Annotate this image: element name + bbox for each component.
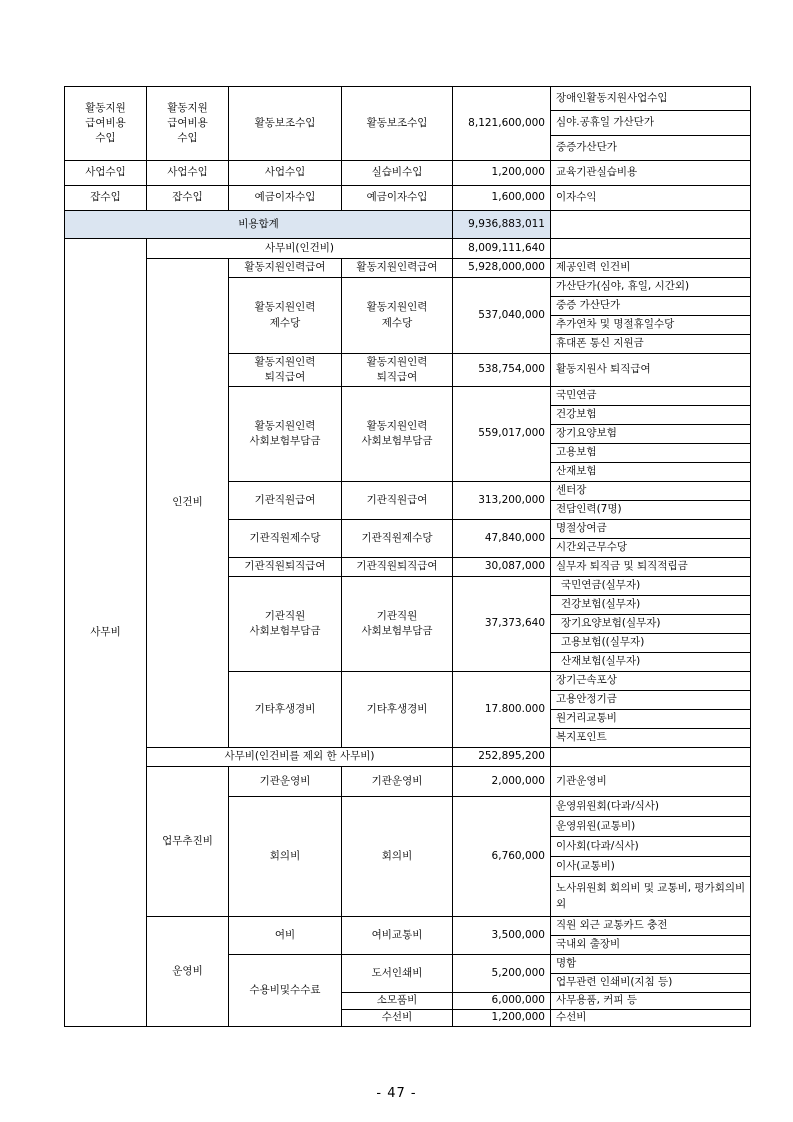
note-cell: 교육기관실습비용 xyxy=(551,161,751,186)
note-cell: 센터장 xyxy=(551,482,751,501)
note-cell: 가산단가(심야, 휴일, 시간외) xyxy=(551,278,751,297)
subitem-cell: 여비교통비 xyxy=(342,917,453,955)
note-cell: 운영위원회(다과/식사) xyxy=(551,797,751,817)
note-cell: 전담인력(7명) xyxy=(551,501,751,520)
subitem-cell: 소모품비 xyxy=(342,993,453,1010)
note-cell: 중증 가산단가 xyxy=(551,297,751,316)
item-cell: 기관직원퇴직급여 xyxy=(229,558,342,577)
subitem-cell: 활동보조수입 xyxy=(342,87,453,161)
item-cell: 기타후생경비 xyxy=(229,672,342,748)
note-cell: 장기요양보험 xyxy=(551,425,751,444)
amount-cell: 17.800.000 xyxy=(453,672,551,748)
note-cell xyxy=(551,239,751,259)
item-cell: 기관직원급여 xyxy=(229,482,342,520)
note-cell: 국민연금 xyxy=(551,387,751,406)
amount-cell: 2,000,000 xyxy=(453,767,551,797)
total-label: 비용합계 xyxy=(65,211,453,239)
note-cell: 활동지원사 퇴직급여 xyxy=(551,354,751,387)
note-cell: 산재보험 xyxy=(551,463,751,482)
note-cell: 제공인력 인건비 xyxy=(551,259,751,278)
amount-cell: 6,000,000 xyxy=(453,993,551,1010)
subtotal-row xyxy=(65,239,751,259)
category-cell: 사업수입 xyxy=(65,161,147,186)
subitem-cell: 활동지원인력 제수당 xyxy=(342,278,453,354)
table-row xyxy=(65,917,751,936)
subitem-cell: 활동지원인력 사회보험부담금 xyxy=(342,387,453,482)
note-cell: 고용안정기금 xyxy=(551,691,751,710)
category-cell: 활동지원 급여비용 수입 xyxy=(147,87,229,161)
item-cell: 활동지원인력 사회보험부담금 xyxy=(229,387,342,482)
subtotal-label: 사무비(인건비) xyxy=(147,239,453,259)
office-category: 사무비 xyxy=(65,239,147,1027)
work-category: 업무추진비 xyxy=(147,767,229,917)
note-cell: 실무자 퇴직금 및 퇴직적립금 xyxy=(551,558,751,577)
subtotal-label: 사무비(인건비를 제외 한 사무비) xyxy=(147,748,453,767)
table-row xyxy=(65,767,751,797)
amount-cell: 47,840,000 xyxy=(453,520,551,558)
item-cell: 예금이자수입 xyxy=(229,186,342,211)
note-cell: 기관운영비 xyxy=(551,767,751,797)
note-cell: 노사위원회 회의비 및 교통비, 평가회의비 외 xyxy=(551,877,751,917)
amount-cell: 1,200,000 xyxy=(453,161,551,186)
item-cell: 기관직원 사회보험부담금 xyxy=(229,577,342,672)
subitem-cell: 기타후생경비 xyxy=(342,672,453,748)
page-number: - 47 - xyxy=(376,1086,417,1101)
item-cell: 사업수입 xyxy=(229,161,342,186)
note-cell: 국내외 출장비 xyxy=(551,936,751,955)
amount-cell: 6,760,000 xyxy=(453,797,551,917)
note-cell: 심야.공휴일 가산단가 xyxy=(551,111,751,136)
amount-cell: 313,200,000 xyxy=(453,482,551,520)
subtotal-row xyxy=(65,748,751,767)
note-cell: 명함 xyxy=(551,955,751,974)
total-row xyxy=(65,211,751,239)
note-cell: 고용보험((실무자) xyxy=(551,634,751,653)
subtotal-amount: 8,009,111,640 xyxy=(453,239,551,259)
note-cell: 중증가산단가 xyxy=(551,136,751,161)
item-cell: 기관운영비 xyxy=(229,767,342,797)
note-cell xyxy=(551,211,751,239)
subitem-cell: 예금이자수입 xyxy=(342,186,453,211)
personnel-category: 인건비 xyxy=(147,259,229,748)
amount-cell: 537,040,000 xyxy=(453,278,551,354)
note-cell: 시간외근무수당 xyxy=(551,539,751,558)
operation-category: 운영비 xyxy=(147,917,229,1027)
category-cell: 잡수입 xyxy=(65,186,147,211)
note-cell: 업무관련 인쇄비(지침 등) xyxy=(551,974,751,993)
note-cell: 직원 외근 교통카드 충전 xyxy=(551,917,751,936)
item-cell: 활동보조수입 xyxy=(229,87,342,161)
table-row xyxy=(65,259,751,278)
subitem-cell: 활동지원인력급여 xyxy=(342,259,453,278)
note-cell: 추가연차 및 명절휴일수당 xyxy=(551,316,751,335)
note-cell: 휴대폰 통신 지원금 xyxy=(551,335,751,354)
item-cell: 회의비 xyxy=(229,797,342,917)
amount-cell: 30,087,000 xyxy=(453,558,551,577)
amount-cell: 37,373,640 xyxy=(453,577,551,672)
note-cell xyxy=(551,748,751,767)
amount-cell: 1,600,000 xyxy=(453,186,551,211)
subitem-cell: 기관직원급여 xyxy=(342,482,453,520)
budget-table xyxy=(64,86,751,1027)
note-cell: 장기근속포상 xyxy=(551,672,751,691)
item-cell: 수용비및수수료 xyxy=(229,955,342,1027)
note-cell: 장애인활동지원사업수입 xyxy=(551,87,751,111)
item-cell: 기관직원제수당 xyxy=(229,520,342,558)
table-row xyxy=(65,87,751,111)
category-cell: 사업수입 xyxy=(147,161,229,186)
subtotal-amount: 252,895,200 xyxy=(453,748,551,767)
subitem-cell: 실습비수입 xyxy=(342,161,453,186)
note-cell: 이사(교통비) xyxy=(551,857,751,877)
amount-cell: 8,121,600,000 xyxy=(453,87,551,161)
subitem-cell: 기관직원제수당 xyxy=(342,520,453,558)
item-cell: 활동지원인력급여 xyxy=(229,259,342,278)
amount-cell: 5,200,000 xyxy=(453,955,551,993)
table-row xyxy=(65,161,751,186)
note-cell: 복지포인트 xyxy=(551,729,751,748)
note-cell: 수선비 xyxy=(551,1010,751,1027)
note-cell: 국민연금(실무자) xyxy=(551,577,751,596)
amount-cell: 3,500,000 xyxy=(453,917,551,955)
item-cell: 활동지원인력 제수당 xyxy=(229,278,342,354)
subitem-cell: 수선비 xyxy=(342,1010,453,1027)
item-cell: 여비 xyxy=(229,917,342,955)
note-cell: 산재보험(실무자) xyxy=(551,653,751,672)
note-cell: 이사회(다과/식사) xyxy=(551,837,751,857)
note-cell: 원거리교통비 xyxy=(551,710,751,729)
subitem-cell: 기관직원퇴직급여 xyxy=(342,558,453,577)
note-cell: 명절상여금 xyxy=(551,520,751,539)
subitem-cell: 회의비 xyxy=(342,797,453,917)
amount-cell: 538,754,000 xyxy=(453,354,551,387)
subitem-cell: 도서인쇄비 xyxy=(342,955,453,993)
note-cell: 이자수익 xyxy=(551,186,751,211)
amount-cell: 1,200,000 xyxy=(453,1010,551,1027)
amount-cell: 559,017,000 xyxy=(453,387,551,482)
note-cell: 고용보험 xyxy=(551,444,751,463)
table-row xyxy=(65,186,751,211)
note-cell: 장기요양보험(실무자) xyxy=(551,615,751,634)
category-cell: 활동지원 급여비용 수입 xyxy=(65,87,147,161)
total-amount: 9,936,883,011 xyxy=(453,211,551,239)
subitem-cell: 활동지원인력 퇴직급여 xyxy=(342,354,453,387)
subitem-cell: 기관운영비 xyxy=(342,767,453,797)
note-cell: 건강보험(실무자) xyxy=(551,596,751,615)
item-cell: 활동지원인력 퇴직급여 xyxy=(229,354,342,387)
amount-cell: 5,928,000,000 xyxy=(453,259,551,278)
note-cell: 운영위원(교통비) xyxy=(551,817,751,837)
category-cell: 잡수입 xyxy=(147,186,229,211)
note-cell: 사무용품, 커피 등 xyxy=(551,993,751,1010)
note-cell: 건강보험 xyxy=(551,406,751,425)
subitem-cell: 기관직원 사회보험부담금 xyxy=(342,577,453,672)
